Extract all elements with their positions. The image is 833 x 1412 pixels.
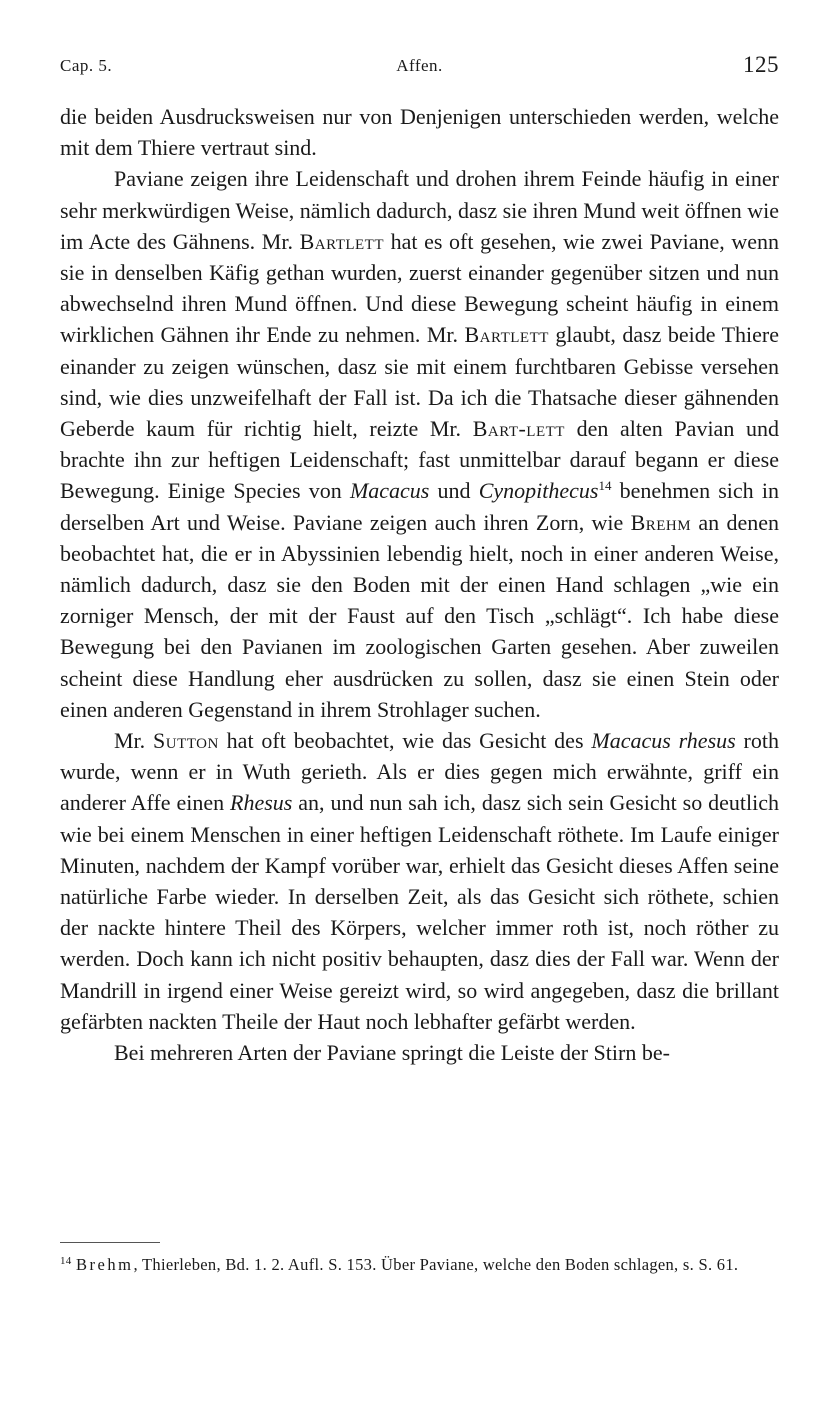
text-run: hat oft beobachtet, wie das Gesicht des [218,728,592,754]
person-name: Bartlett [464,322,549,348]
paragraph-sutton [60,725,779,1037]
text-run: die beiden Ausdrucksweisen nur von Denjenigen unterschieden werden, welche mit dem Thiere vertraut sind. [60,104,779,161]
footnote-marker: 14 [60,1255,72,1267]
person-name: Sutton [153,728,219,754]
footnote-divider [60,1242,160,1243]
footnote-text: , Thierleben, Bd. 1. 2. Aufl. S. 153. Über Paviane, welche den Boden schlagen, s. S. 61. [133,1255,739,1274]
paragraph-continuation [60,101,779,163]
page-number: 125 [743,52,779,77]
text-run: an, und nun sah ich, dasz sich sein Gesicht so deutlich wie bei einem Menschen in einer heftigen Leidenschaft röthete. Im Laufe einiger Minuten, nachdem der Kampf vorüber war, erhielt das Gesicht dieses Affen seine natürliche Farbe wieder. In derselben Zeit, als das Gesicht sich röthete, schien der nackte hintere Theil des Körpers, welcher immer roth ist, noch röther zu werden. Doch kann ich nicht positiv behaupten, dasz dies der Fall war. Wenn der Mandrill in irgend einer Weise gereizt wird, so wird angegeben, dasz die brillant gefärbten nackten Theile der Haut noch lebhafter gefärbt werden. [60,790,779,1034]
text-run: glaubt, dasz beide Thiere einander zu zeigen wünschen, dasz sie mit einem furchtbaren Gebisse versehen sind, wie dies unzweifelhaft der Fall ist. Da ich die Thatsache dieser gähnenden Geberde kaum für richtig hielt, reizte Mr. [60,322,780,442]
footnote-reference: 14 [598,478,612,494]
text-run: und [429,478,479,504]
paragraph-paviane [60,163,779,725]
paragraph-leiste [60,1037,779,1068]
running-header [60,52,779,82]
text-run: den alten Pavian und brachte ihn zur heftigen Leidenschaft; fast unmittelbar darauf begann er diese Bewegung. Einige Species von [60,416,779,504]
genus-name: Cynopithecus [478,478,599,504]
text-run: an denen beobachtet hat, die er in Abyssinien lebendig hielt, noch in einer anderen Weise, nämlich dadurch, dasz sie den Boden mit der einen Hand schlagen „wie ein zorniger Mensch, der mit der Faust auf den Tisch „schlägt“. Ich habe diese Bewegung bei den Pavianen im zoologischen Garten gesehen. Aber zuweilen scheint diese Handlung eher ausdrücken zu sollen, dasz sie einen Stein oder einen anderen Gegenstand in ihrem Strohlager suchen. [60,509,779,722]
text-run: Bei mehreren Arten der Paviane springt die Leiste der Stirn be- [114,1040,670,1066]
running-title: Affen. [396,56,443,75]
person-name: Bart-lett [472,416,565,442]
footnote [60,1252,779,1277]
text-run: roth wurde, wenn er in Wuth gerieth. Als er dies gegen mich erwähnte, griff ein anderer Affe einen [60,728,779,816]
genus-name: Macacus [349,478,430,504]
person-name: Brehm [630,509,692,535]
main-text [60,101,779,1068]
text-run: benehmen sich in derselben Art und Weise. Paviane zeigen auch ihren Zorn, wie [60,478,779,535]
species-name: Rhesus [230,790,293,816]
text-run: Paviane zeigen ihre Leidenschaft und drohen ihrem Feinde häufig in einer sehr merkwürdigen Weise, nämlich dadurch, dasz sie ihren Mund weit öffnen wie im Acte des Gähnens. Mr. [60,166,779,254]
text-run: Mr. [114,728,154,754]
footnote-author: Brehm [76,1255,134,1274]
text-run: hat es oft gesehen, wie zwei Paviane, wenn sie in denselben Käfig gethan wurden, zuerst einander gegenüber sitzen und nun abwechselnd ihren Mund öffnen. Und diese Bewegung scheint häufig in einem wirklichen Gähnen ihr Ende zu nehmen. Mr. [60,228,779,348]
person-name: Bartlett [299,228,385,254]
species-name: Macacus rhesus [591,728,736,754]
chapter-label: Cap. 5. [60,56,113,75]
